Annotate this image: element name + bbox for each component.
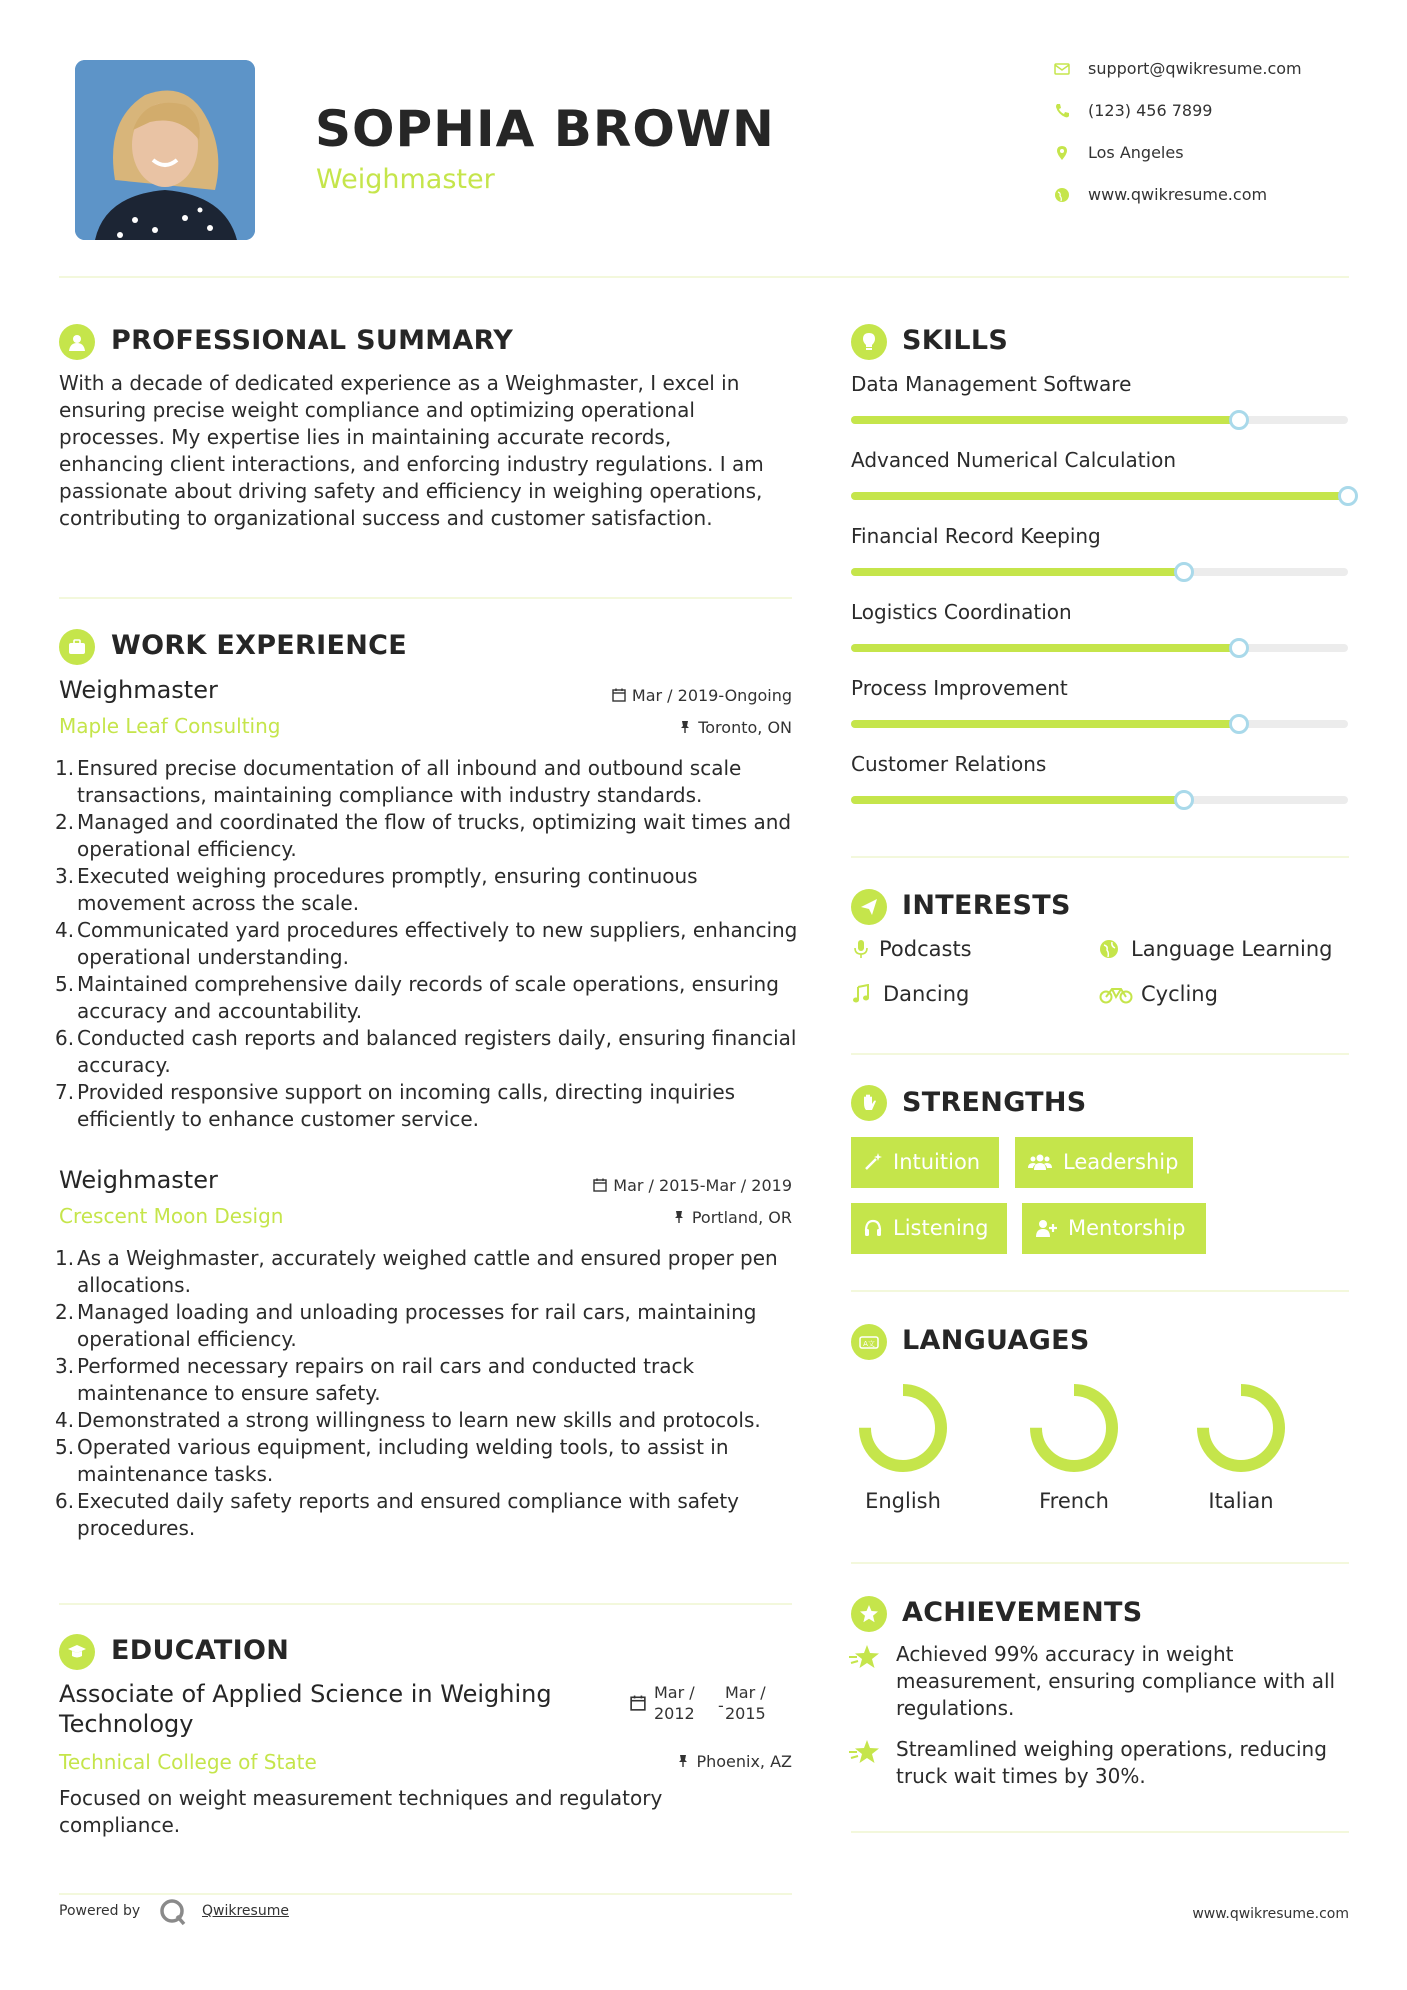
language-ring xyxy=(1191,1378,1291,1478)
school-name: Technical College of State xyxy=(59,1750,317,1774)
strength-tag-listening: Listening xyxy=(851,1203,1007,1254)
interest-cycling: Cycling xyxy=(1099,982,1349,1010)
skill-name: Customer Relations xyxy=(851,752,1047,776)
skill-bar-knob xyxy=(1174,562,1194,582)
summary-text: With a decade of dedicated experience as a Weighmaster, I excel in ensuring precise weight compliance and optimizing operational processes. My expertise lies in maintaining accurate records, enhancing client interactions, and enforcing industry regulations. I am passionate about driving safety and efficiency in weighing operations, contributing to organizational success and customer satisfaction. xyxy=(59,371,764,530)
skill-bar-fill xyxy=(851,568,1184,576)
list-item: 6. Executed daily safety reports and ensured compliance with safety procedures. xyxy=(55,1489,740,1540)
language-ring-arc xyxy=(1203,1390,1279,1466)
summary-section-icon xyxy=(59,324,95,360)
skill-bar-fill xyxy=(851,720,1239,728)
map-pin-icon xyxy=(1054,145,1070,161)
star-badge-icon xyxy=(859,1604,879,1624)
powered-by-label: Powered by xyxy=(59,1903,141,1919)
skill-name: Logistics Coordination xyxy=(851,600,1072,624)
job-2-location: Portland, OR xyxy=(550,1208,792,1227)
profile-photo xyxy=(75,60,255,240)
list-item: 1. Ensured precise documentation of all inbound and outbound scale transactions, maintaining compliance with industry standards. xyxy=(55,756,742,807)
pin-icon xyxy=(672,1210,686,1224)
phone-icon xyxy=(1054,103,1070,119)
education-divider xyxy=(59,1893,792,1895)
skill-bar-fill xyxy=(851,416,1239,424)
star-icon xyxy=(849,1643,881,1671)
user-plus-icon xyxy=(1034,1218,1058,1238)
skill-bar-fill xyxy=(851,644,1239,652)
achievements-divider xyxy=(851,1831,1349,1833)
qwikresume-logo xyxy=(158,1897,188,1927)
achievement-item-2: Streamlined weighing operations, reducing truck wait times by 30%. xyxy=(896,1736,1336,1790)
job-1-duties xyxy=(55,755,799,1133)
skill-bar-fill xyxy=(851,492,1348,500)
skill-bar-knob xyxy=(1338,486,1358,506)
list-item: 7. Provided responsive support on incoming calls, directing inquiries efficiently to enhance customer service. xyxy=(55,1080,736,1131)
interest-language-learning: Language Learning xyxy=(1099,937,1349,965)
skill-name: Data Management Software xyxy=(851,372,1132,396)
strengths-section-icon xyxy=(851,1085,887,1121)
language-ring-arc xyxy=(1036,1390,1112,1466)
globe-icon xyxy=(1054,187,1070,203)
job-2-role: Weighmaster xyxy=(59,1166,218,1194)
strength-tag-mentorship: Mentorship xyxy=(1022,1203,1206,1254)
education-heading: EDUCATION xyxy=(111,1635,290,1666)
skills-section-icon xyxy=(851,324,887,360)
experience-section-icon xyxy=(59,629,95,665)
experience-divider xyxy=(59,1603,792,1605)
language-label: French xyxy=(1039,1489,1109,1513)
job-2-duties xyxy=(55,1245,799,1542)
bicycle-icon xyxy=(1099,984,1133,1004)
skill-bar-knob xyxy=(1229,638,1249,658)
star-icon xyxy=(849,1738,881,1766)
graduation-cap-icon xyxy=(67,1642,87,1662)
language-ring xyxy=(853,1378,953,1478)
svg-text:A文: A文 xyxy=(863,1340,875,1348)
envelope-icon xyxy=(1054,61,1070,77)
job-1-company: Maple Leaf Consulting xyxy=(59,714,281,738)
job-1-date: Mar / 2019-Ongoing xyxy=(550,686,792,705)
list-item: 6. Conducted cash reports and balanced registers daily, ensuring financial accuracy. xyxy=(55,1026,797,1077)
music-note-icon xyxy=(851,984,871,1004)
user-icon xyxy=(67,332,87,352)
education-date-sep: - xyxy=(718,1696,724,1715)
degree-line-2: Technology xyxy=(59,1710,194,1738)
skill-bar xyxy=(851,796,1348,804)
magic-wand-icon xyxy=(863,1152,883,1172)
achievement-item-1: Achieved 99% accuracy in weight measurement, ensuring compliance with all regulations. xyxy=(896,1641,1336,1722)
paper-plane-icon xyxy=(859,897,879,917)
calendar-icon xyxy=(593,1178,607,1192)
language-label: Italian xyxy=(1208,1489,1274,1513)
language-ring-arc xyxy=(865,1390,941,1466)
job-1-role: Weighmaster xyxy=(59,676,218,704)
calendar-icon xyxy=(612,688,626,702)
languages-section-icon xyxy=(851,1324,887,1360)
pin-icon xyxy=(678,720,692,734)
interest-dancing: Dancing xyxy=(851,982,1091,1010)
qwikresume-link[interactable]: Qwikresume xyxy=(202,1903,289,1919)
summary-divider xyxy=(59,597,792,599)
interests-section-icon xyxy=(851,889,887,925)
interests-divider xyxy=(851,1053,1349,1055)
globe-icon xyxy=(1099,939,1119,959)
degree-line-1: Associate of Applied Science in Weighing xyxy=(59,1680,552,1708)
strength-tag-intuition: Intuition xyxy=(851,1137,999,1188)
candidate-title: Weighmaster xyxy=(316,164,495,195)
list-item: 3. Executed weighing procedures promptly, ensuring continuous movement across the scale. xyxy=(55,864,698,915)
skill-bar xyxy=(851,416,1348,424)
list-item: 1. As a Weighmaster, accurately weighed cattle and ensured proper pen allocations. xyxy=(55,1246,778,1297)
skill-bar-knob xyxy=(1174,790,1194,810)
language-icon xyxy=(859,1332,879,1352)
interest-podcasts: Podcasts xyxy=(851,937,1091,965)
lightbulb-icon xyxy=(859,332,879,352)
users-icon xyxy=(1027,1152,1053,1172)
language-label: English xyxy=(865,1489,941,1513)
education-date-start: Mar / 2012 xyxy=(654,1683,695,1723)
microphone-icon xyxy=(851,939,871,959)
skill-bar xyxy=(851,644,1348,652)
calendar-icon xyxy=(630,1695,646,1711)
skills-heading: SKILLS xyxy=(902,325,1009,356)
footer-url[interactable]: www.qwikresume.com xyxy=(1192,1906,1349,1922)
list-item: 5. Operated various equipment, including welding tools, to assist in maintenance tasks. xyxy=(55,1435,729,1486)
contact-website[interactable]: www.qwikresume.com xyxy=(1054,183,1354,207)
candidate-name: SOPHIA BROWN xyxy=(315,100,775,158)
achievements-heading: ACHIEVEMENTS xyxy=(902,1597,1143,1628)
skill-bar xyxy=(851,720,1348,728)
list-item: 3. Performed necessary repairs on rail cars and conducted track maintenance to ensure safety. xyxy=(55,1354,695,1405)
skills-divider xyxy=(851,856,1349,858)
skill-bar-fill xyxy=(851,796,1184,804)
pin-icon xyxy=(676,1754,690,1768)
skill-bar xyxy=(851,492,1348,500)
education-location: Phoenix, AZ xyxy=(550,1752,792,1771)
strengths-divider xyxy=(851,1290,1349,1292)
list-item: 4. Communicated yard procedures effectively to new suppliers, enhancing operational understanding. xyxy=(55,918,798,969)
list-item: 4. Demonstrated a strong willingness to learn new skills and protocols. xyxy=(55,1408,761,1432)
interests-heading: INTERESTS xyxy=(902,890,1071,921)
headphones-icon xyxy=(863,1218,883,1238)
job-1-location: Toronto, ON xyxy=(550,718,792,737)
skill-bar-knob xyxy=(1229,714,1249,734)
achievements-section-icon xyxy=(851,1596,887,1632)
education-date-end: Mar / 2015 xyxy=(725,1683,766,1723)
contact-phone[interactable]: (123) 456 7899 xyxy=(1054,99,1354,123)
languages-heading: LANGUAGES xyxy=(902,1325,1090,1356)
briefcase-icon xyxy=(67,637,87,657)
job-2-company: Crescent Moon Design xyxy=(59,1204,284,1228)
education-section-icon xyxy=(59,1634,95,1670)
list-item: 2. Managed and coordinated the flow of trucks, optimizing wait times and operational efficiency. xyxy=(55,810,792,861)
strengths-heading: STRENGTHS xyxy=(902,1087,1087,1118)
languages-divider xyxy=(851,1562,1349,1564)
job-2-date: Mar / 2015-Mar / 2019 xyxy=(530,1176,792,1195)
contact-email[interactable]: support@qwikresume.com xyxy=(1054,57,1354,81)
contact-location: Los Angeles xyxy=(1054,141,1354,165)
skill-name: Process Improvement xyxy=(851,676,1068,700)
skill-bar-knob xyxy=(1229,410,1249,430)
education-description: Focused on weight measurement techniques and regulatory compliance. xyxy=(59,1786,663,1837)
skill-bar xyxy=(851,568,1348,576)
list-item: 2. Managed loading and unloading processes for rail cars, maintaining operational efficiency. xyxy=(55,1300,757,1351)
header-divider xyxy=(59,276,1349,278)
hand-icon xyxy=(859,1093,879,1113)
skill-name: Financial Record Keeping xyxy=(851,524,1101,548)
language-ring xyxy=(1024,1378,1124,1478)
summary-heading: PROFESSIONAL SUMMARY xyxy=(111,325,514,356)
experience-heading: WORK EXPERIENCE xyxy=(111,630,407,661)
skill-name: Advanced Numerical Calculation xyxy=(851,448,1177,472)
strength-tag-leadership: Leadership xyxy=(1015,1137,1193,1188)
list-item: 5. Maintained comprehensive daily records of scale operations, ensuring accuracy and accountability. xyxy=(55,972,779,1023)
